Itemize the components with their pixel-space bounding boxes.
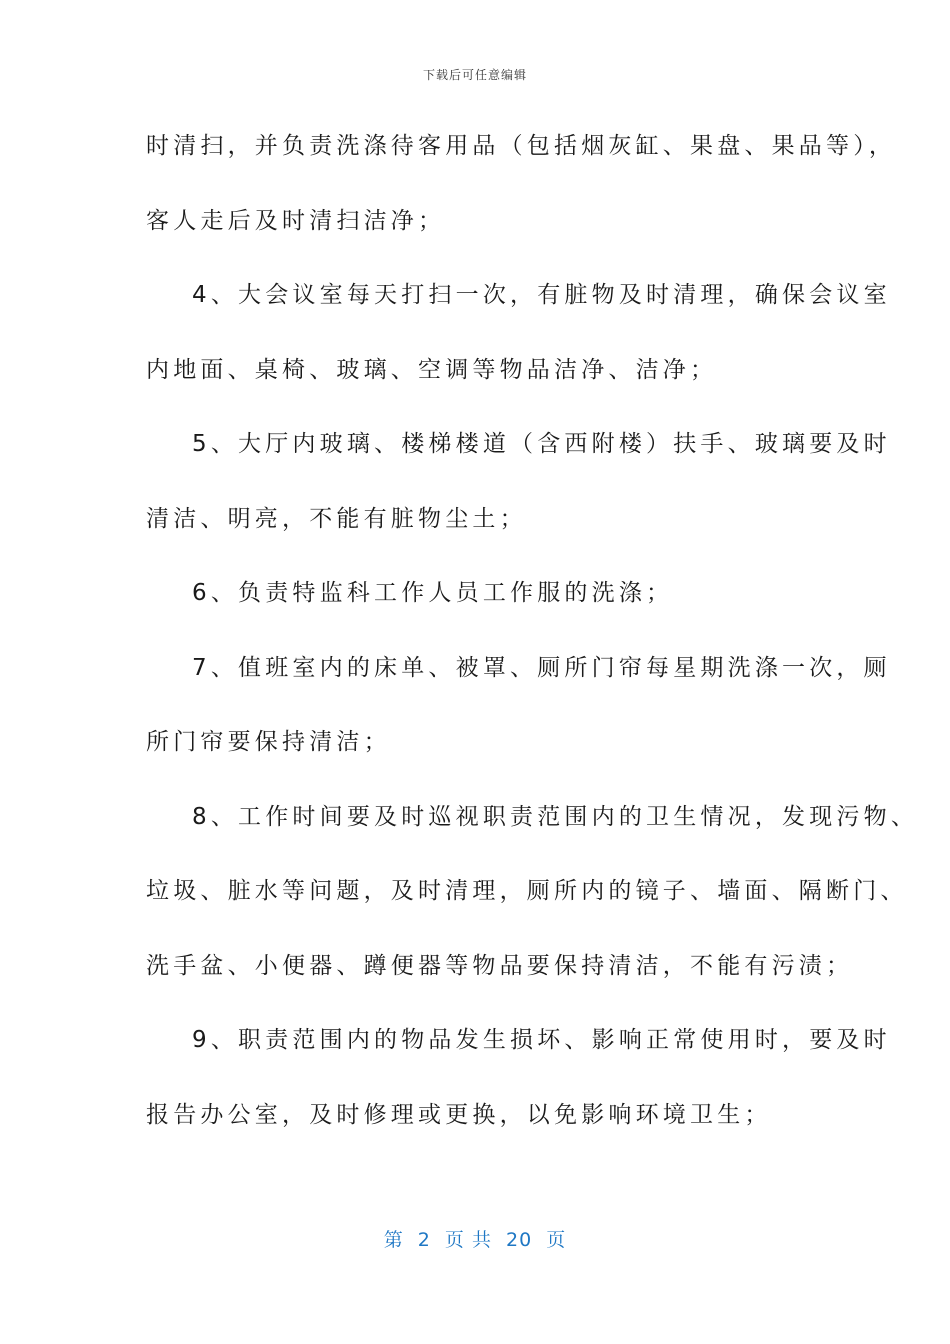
body-text xyxy=(146,124,919,1167)
paragraph-line: 报告办公室，及时修理或更换，以免影响环境卫生； xyxy=(146,1101,772,1128)
paragraph-line: 洗手盆、小便器、蹲便器等物品要保持清洁，不能有污渍； xyxy=(146,952,854,979)
page-number-footer: 第 2 页 共 20 页 xyxy=(383,1229,567,1251)
paragraph-line: 所门帘要保持清洁； xyxy=(146,729,391,755)
paragraph-line: 时清扫，并负责洗涤待客用品（包括烟灰缸、果盘、果品等）， xyxy=(146,133,897,159)
paragraph-line: 垃圾、脏水等问题，及时清理，厕所内的镜子、墙面、隔断门、 xyxy=(146,878,908,904)
paragraph-line: 5、大厅内玻璃、楼梯楼道（含西附楼）扶手、玻璃要及时 xyxy=(192,431,891,457)
paragraph-line: 6、负责特监科工作人员工作服的洗涤； xyxy=(192,580,674,606)
paragraph-line: 9、职责范围内的物品发生损坏、影响正常使用时，要及时 xyxy=(192,1027,891,1053)
paragraph-line: 清洁、明亮，不能有脏物尘土； xyxy=(146,505,527,532)
paragraph-line: 客人走后及时清扫洁净； xyxy=(146,207,446,234)
paragraph-line: 7、值班室内的床单、被罩、厕所门帘每星期洗涤一次，厕 xyxy=(192,654,891,681)
header-note: 下载后可任意编辑 xyxy=(422,68,527,82)
paragraph-line: 4、大会议室每天打扫一次，有脏物及时清理，确保会议室 xyxy=(192,282,891,308)
paragraph-line: 8、工作时间要及时巡视职责范围内的卫生情况，发现污物、 xyxy=(192,803,919,830)
paragraph-line: 内地面、桌椅、玻璃、空调等物品洁净、洁净； xyxy=(146,356,718,383)
